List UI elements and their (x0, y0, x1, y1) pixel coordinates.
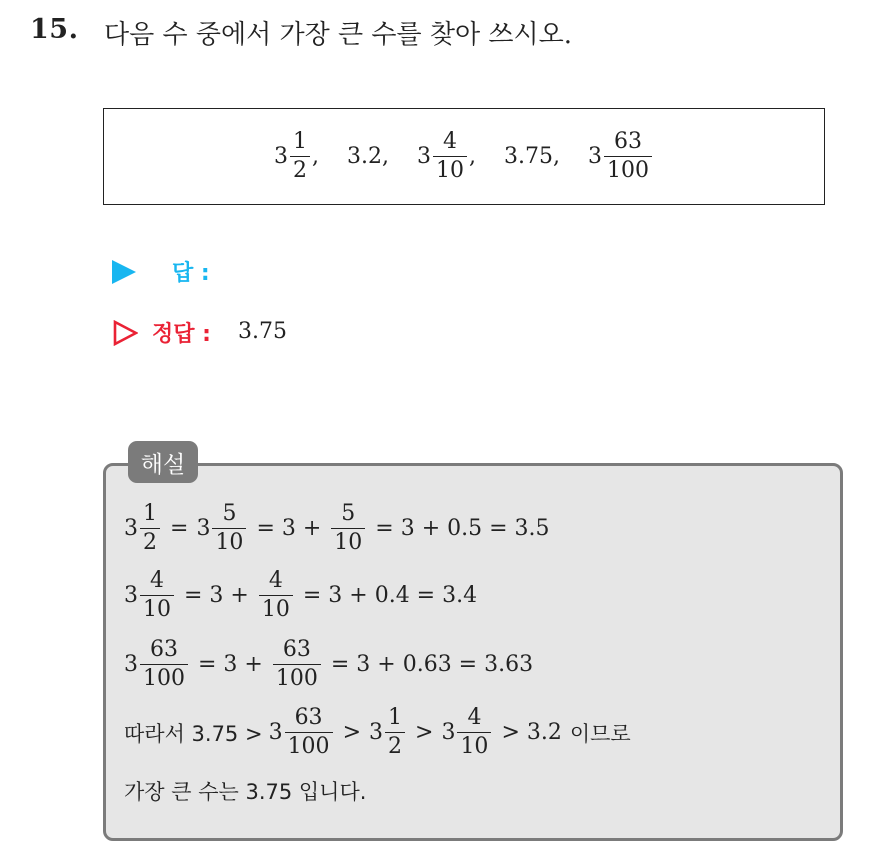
correct-answer-value: 3.75 (238, 319, 287, 344)
number-item-3: 3 $\frac{4}{10}$ , (417, 129, 476, 183)
question-text: 다음 수 중에서 가장 큰 수를 찾아 쓰시오. (104, 20, 572, 50)
number-item-4: 3.75, (504, 144, 560, 169)
play-arrow-icon (112, 260, 136, 284)
number-item-5: 3 $\frac{63}{100}$ (588, 131, 654, 182)
explanation-line-1: 3 $\frac{1}{2}$ = 3 $\frac{5}{10}$ = 3 + $\frac{5}{10}$ = 3 + 0.5 = 3.5 (124, 501, 550, 555)
correct-answer-row (112, 317, 211, 348)
fraction: $\frac{4}{10}$ (457, 707, 491, 758)
fraction: $\frac{4}{10}$ (259, 570, 293, 621)
explanation-line-5: 가장 큰 수는 3.75 입니다. (124, 780, 367, 804)
explanation-line-4: 따라서 3.75 > 3 $\frac{63}{100}$ > 3 $\frac{1}{2}$ > 3 $\frac{4}{10}$ > 3.2 이므로 (124, 705, 631, 759)
fraction: $\frac{1}{2}$ (385, 707, 405, 758)
answer-label: 답 : (172, 261, 210, 286)
fraction: $\frac{1}{2}$ (140, 503, 160, 554)
answer-row (112, 256, 210, 287)
fraction: $\frac{4}{10}$ (433, 131, 467, 182)
question-number: 15. (30, 14, 79, 45)
fraction: $\frac{4}{10}$ (140, 570, 174, 621)
fraction: $\frac{63}{100}$ (140, 639, 188, 690)
explanation-line-3: 3 $\frac{63}{100}$ = 3 + $\frac{63}{100}$ = 3 + 0.63 = 3.63 (124, 637, 534, 691)
fraction: $\frac{63}{100}$ (273, 639, 321, 690)
explanation-badge: 해설 (128, 441, 198, 483)
number-item-2: 3.2, (347, 144, 389, 169)
fraction: $\frac{1}{2}$ (290, 131, 310, 182)
numbers-box (103, 108, 825, 205)
play-outline-icon (112, 320, 138, 346)
fraction: $\frac{63}{100}$ (604, 131, 652, 182)
explanation-line-2: 3 $\frac{4}{10}$ = 3 + $\frac{4}{10}$ = 3 + 0.4 = 3.4 (124, 568, 478, 622)
fraction: $\frac{5}{10}$ (212, 503, 246, 554)
correct-answer-label: 정답 : (152, 322, 211, 347)
number-item-1: 3 $\frac{1}{2}$ , (274, 129, 320, 183)
fraction: $\frac{63}{100}$ (285, 707, 333, 758)
fraction: $\frac{5}{10}$ (331, 503, 365, 554)
